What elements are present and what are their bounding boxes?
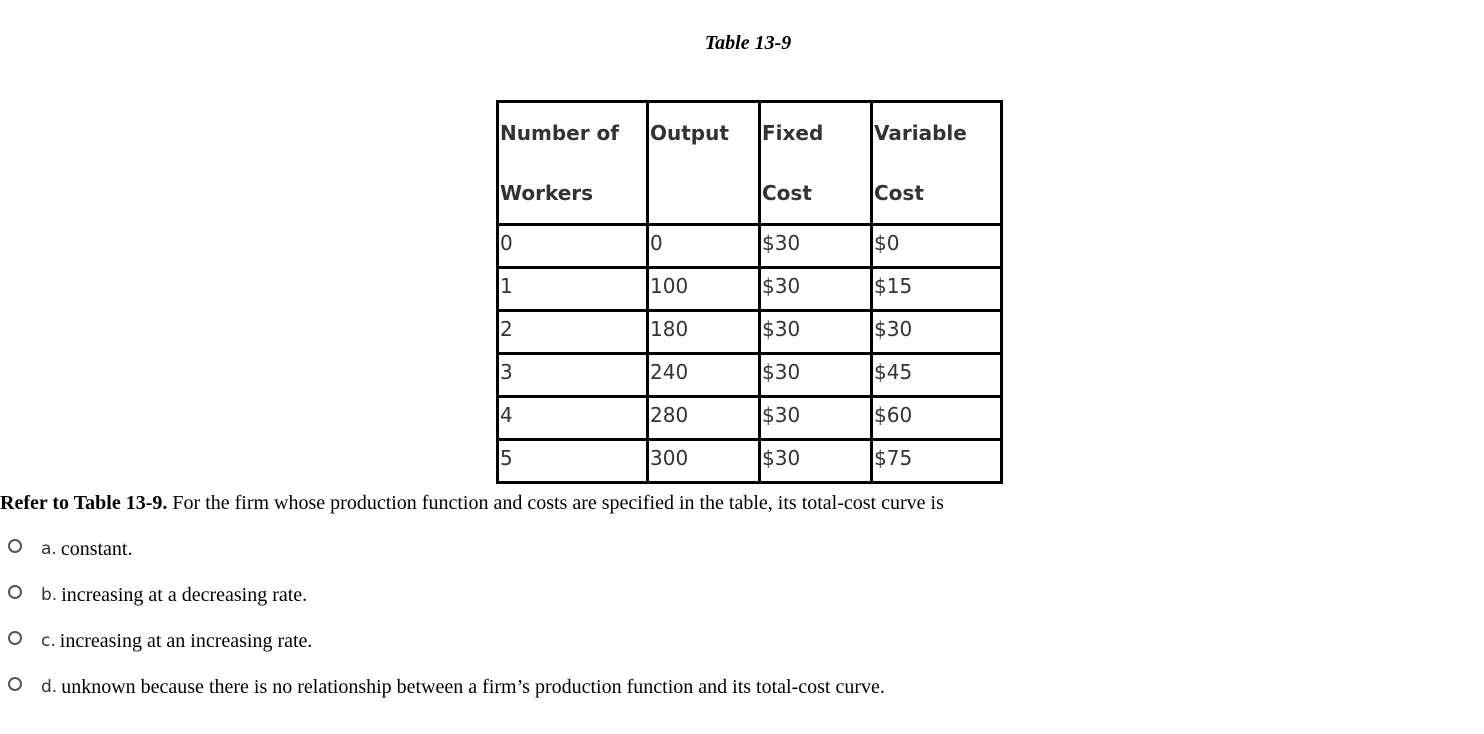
table-row	[498, 225, 1002, 268]
cell-variable-cost: $15	[872, 268, 1002, 311]
option-b[interactable]	[0, 582, 1200, 628]
option-text: increasing at a decreasing rate.	[61, 584, 308, 606]
option-text: increasing at an increasing rate.	[59, 630, 313, 652]
header-line: Cost	[874, 181, 924, 205]
header-line: Cost	[762, 181, 812, 205]
cell-variable-cost: $0	[872, 225, 1002, 268]
header-line: Fixed	[762, 121, 824, 145]
cell-variable-cost: $75	[872, 440, 1002, 483]
header-fixed-cost	[760, 102, 872, 225]
cell-output: 0	[648, 225, 760, 268]
cell-output: 280	[648, 397, 760, 440]
option-letter: b.	[41, 585, 58, 605]
option-c[interactable]	[0, 628, 1200, 674]
header-line: Number of	[500, 121, 619, 145]
radio-button-icon[interactable]	[8, 631, 22, 645]
radio-button-icon[interactable]	[8, 677, 22, 691]
option-letter: c.	[41, 631, 56, 651]
header-variable-cost	[872, 102, 1002, 225]
cell-workers: 2	[498, 311, 648, 354]
header-line: Workers	[500, 181, 594, 205]
answer-options	[0, 536, 1200, 720]
cell-variable-cost: $30	[872, 311, 1002, 354]
cell-workers: 5	[498, 440, 648, 483]
cell-fixed-cost: $30	[760, 225, 872, 268]
table-title: Table 13-9	[704, 32, 792, 54]
table-header-row	[498, 102, 1002, 225]
table-row	[498, 354, 1002, 397]
question-reference: Refer to Table 13-9.	[0, 492, 168, 514]
cell-workers: 3	[498, 354, 648, 397]
cell-output: 100	[648, 268, 760, 311]
cell-variable-cost: $45	[872, 354, 1002, 397]
question-body: For the firm whose production function and costs are specified in the table, its total-cost curve is	[167, 492, 944, 514]
option-text: unknown because there is no relationship between a firm’s production function and its total-cost curve.	[61, 676, 885, 698]
header-line	[650, 163, 758, 223]
table-row	[498, 311, 1002, 354]
option-letter: d.	[41, 677, 58, 697]
cell-variable-cost: $60	[872, 397, 1002, 440]
cell-workers: 1	[498, 268, 648, 311]
question-text	[0, 490, 944, 516]
option-text: constant.	[60, 538, 133, 560]
cell-fixed-cost: $30	[760, 268, 872, 311]
option-a[interactable]	[0, 536, 1200, 582]
table-row	[498, 268, 1002, 311]
cell-fixed-cost: $30	[760, 354, 872, 397]
cell-output: 300	[648, 440, 760, 483]
cell-fixed-cost: $30	[760, 397, 872, 440]
radio-button-icon[interactable]	[8, 539, 22, 553]
header-output	[648, 102, 760, 225]
table-row	[498, 440, 1002, 483]
option-letter: a.	[41, 539, 57, 559]
table-row	[498, 397, 1002, 440]
header-number-of-workers	[498, 102, 648, 225]
cell-workers: 4	[498, 397, 648, 440]
cell-workers: 0	[498, 225, 648, 268]
cell-output: 240	[648, 354, 760, 397]
cell-output: 180	[648, 311, 760, 354]
header-line: Output	[650, 121, 729, 145]
cell-fixed-cost: $30	[760, 311, 872, 354]
cell-fixed-cost: $30	[760, 440, 872, 483]
header-line: Variable	[874, 121, 967, 145]
radio-button-icon[interactable]	[8, 585, 22, 599]
cost-table	[496, 100, 1003, 484]
option-d[interactable]	[0, 674, 1200, 720]
